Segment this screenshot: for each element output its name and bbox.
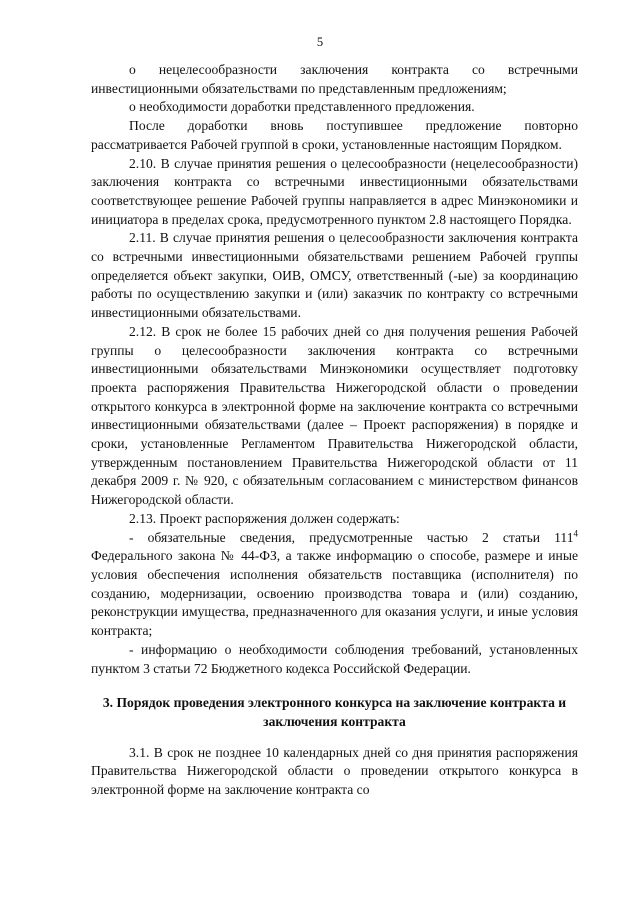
list-item-mandatory-info-text: - обязательные сведения, предусмотренные частью 2 статьи 111: [129, 529, 574, 545]
list-item-mandatory-info: [91, 529, 578, 641]
list-item-mandatory-info-rest: Федерального закона № 44-ФЗ, а также информацию о способе, размере и иные условия обеспечения исполнения обязательств поставщика (исполнителя) по созданию, модернизации, освоению производства товара и (или) созданию, реконструкции имущества, предназначенного для оказания услуги, и иные условия контракта;: [91, 548, 578, 639]
paragraph-option-inexpedient: о нецелесообразности заключения контракта со встречными инвестиционными обязательствами по представленным предложениям;: [91, 62, 578, 96]
article-superscript: 4: [573, 528, 578, 539]
page-number: 5: [316, 35, 324, 49]
document-body: [91, 61, 578, 800]
paragraph-2-11: 2.11. В случае принятия решения о целесообразности заключения контракта со встречными инвестиционными обязательствами решением Рабочей группы определяется объект закупки, ОИВ, ОМСУ, ответственный (-ые) за координацию работы по осуществлению закупки и (или) заказчик по контракту со встречными инвестиционными обязательствами.: [91, 230, 578, 321]
paragraph-after-rework: После доработки вновь поступившее предложение повторно рассматривается Рабочей группой в сроки, установленные настоящим Порядком.: [91, 118, 578, 152]
paragraph-2-12: 2.12. В срок не более 15 рабочих дней со дня получения решения Рабочей группы о целесообразности заключения контракта со встречными инвестиционными обязательствами Минэкономики осуществляет подготовку проекта распоряжения Правительства Нижегородской области о проведении открытого конкурса в электронной форме на заключение контракта со встречными инвестиционными обязательствами (далее – Проект распоряжения) в порядке и сроки, установленные Регламентом Правительства Нижегородской области, утвержденным постановлением Правительства Нижегородской области от 11 декабря 2009 г. № 920, с обязательным согласованием с министерством финансов Нижегородской области.: [91, 323, 578, 508]
paragraph-2-13: 2.13. Проект распоряжения должен содержать:: [129, 510, 400, 526]
paragraph-3-1: 3.1. В срок не позднее 10 календарных дней со дня принятия распоряжения Правительства Нижегородской области о проведении открытого конкурса в электронной форме на заключение контракта со: [91, 744, 578, 798]
paragraph-2-10: 2.10. В случае принятия решения о целесообразности (нецелесообразности) заключения контракта со встречными инвестиционными обязательствами соответствующее решение Рабочей группы направляется в адрес Минэкономики и инициатора в пределах срока, предусмотренного пунктом 2.8 настоящего Порядка.: [91, 155, 578, 227]
paragraph-option-rework: о необходимости доработки представленного предложения.: [129, 99, 475, 115]
list-item-budget-code: - информацию о необходимости соблюдения требований, установленных пунктом 3 статьи 72 Бюджетного кодекса Российской Федерации.: [91, 641, 578, 676]
section-3-heading: 3. Порядок проведения электронного конкурса на заключение контракта и заключения контракта: [102, 695, 567, 729]
